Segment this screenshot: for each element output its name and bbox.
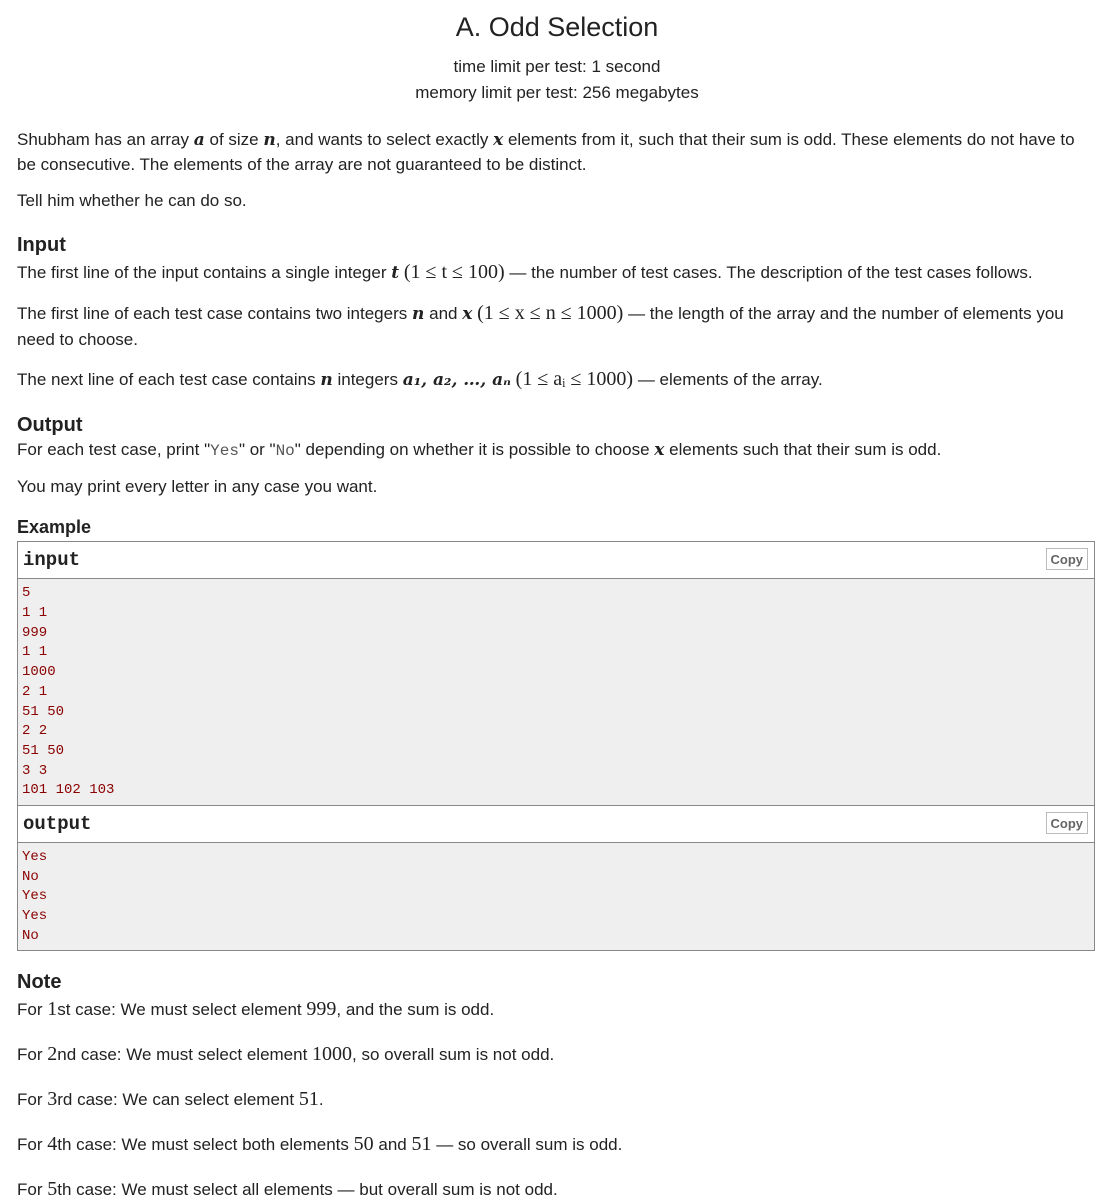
sample-tests (17, 515, 1097, 951)
output-header (18, 805, 1094, 843)
input-title: input (23, 549, 81, 572)
input-line: 51 50 (22, 742, 65, 759)
note-case-1: For 1st case: We must select element 999, and the sum is odd. (17, 998, 495, 1021)
input-line: 3 3 (22, 762, 48, 779)
math-var: x (493, 130, 504, 150)
note-case-4: For 4th case: We must select both elements 50 and 51 — so overall sum is odd. (17, 1133, 623, 1156)
math-number: 1000 (312, 1043, 353, 1066)
math-number: 51 (298, 1088, 319, 1111)
example-label: Example (17, 517, 92, 538)
math-number: 51 (411, 1133, 432, 1156)
output-paragraph-1: For each test case, print "Yes" or "No" depending on whether it is possible to choose x elements such that their sum is odd. (17, 439, 942, 460)
math-var: x (654, 439, 665, 460)
input-line: 2 1 (22, 683, 48, 700)
math-number: 50 (353, 1133, 374, 1156)
math-var: a (193, 130, 205, 150)
output-line: No (22, 868, 39, 885)
note-title: Note (17, 971, 62, 994)
output-paragraph-2: You may print every letter in any case you want. (17, 476, 378, 496)
output-line: Yes (22, 908, 48, 925)
output-line: No (22, 927, 39, 944)
problem-title: A. Odd Selection (455, 12, 659, 42)
input-header (18, 542, 1094, 579)
output-specification (17, 412, 1097, 500)
copy-output-button[interactable]: Copy (1046, 812, 1089, 834)
memory-limit: memory limit per test: 256 megabytes (415, 83, 699, 102)
math-number: 4 (47, 1133, 58, 1156)
math-number: 1 (47, 998, 58, 1021)
math-constraint: (1 ≤ x ≤ n ≤ 1000) (477, 301, 624, 324)
input-line: 2 2 (22, 723, 48, 740)
note-case-3: For 3rd case: We can select element 51. (17, 1088, 324, 1111)
math-sequence: a₁, a₂, …, aₙ (402, 369, 511, 390)
output-title: output (23, 812, 92, 835)
input-paragraph-1: The first line of the input contains a single integer t (1 ≤ t ≤ 100) — the number of test cases. The description of the test cases follows. (17, 260, 1033, 283)
math-var: n (320, 369, 333, 390)
input-line: 5 (22, 585, 31, 602)
output-section-title: Output (17, 413, 83, 436)
input-body[interactable] (18, 579, 1094, 805)
input-section-title: Input (17, 233, 66, 256)
input-line: 101 102 103 (22, 782, 115, 799)
math-var: n (412, 303, 425, 324)
note-section (17, 969, 1097, 1204)
math-constraint: (1 ≤ t ≤ 100) (403, 260, 505, 283)
input-paragraph-3: The next line of each test case contains n integers a₁, a₂, …, aₙ (1 ≤ aᵢ ≤ 1000) — elements of the array. (17, 367, 823, 390)
output-body[interactable] (18, 843, 1094, 950)
output-line: Yes (22, 848, 48, 865)
note-case-5: For 5th case: We must select all elements — but overall sum is not odd. (17, 1178, 558, 1201)
output-line: Yes (22, 888, 48, 905)
math-var: x (462, 303, 473, 324)
inline-code-yes: Yes (210, 441, 239, 460)
input-line: 51 50 (22, 703, 65, 720)
legend-paragraph-2: Tell him whether he can do so. (17, 191, 247, 211)
math-number: 999 (306, 998, 337, 1021)
legend (17, 128, 1097, 214)
math-number: 5 (47, 1178, 58, 1201)
note-case-2: For 2nd case: We must select element 1000, so overall sum is not odd. (17, 1043, 555, 1066)
math-var: n (263, 130, 276, 150)
legend-paragraph-1: Shubham has an array a of size n, and wants to select exactly x elements from it, such that their sum is odd. These elements do not have to be consecutive. The elements of the array are not guaranteed to be distinct. (17, 130, 1075, 174)
input-line: 999 (22, 624, 48, 641)
sample-box (17, 541, 1095, 951)
input-line: 1 1 (22, 605, 48, 622)
math-constraint: (1 ≤ aᵢ ≤ 1000) (515, 367, 634, 390)
input-line: 1000 (22, 664, 56, 681)
input-specification (17, 232, 1097, 394)
input-line: 1 1 (22, 644, 48, 661)
time-limit: time limit per test: 1 second (453, 57, 661, 76)
inline-code-no: No (275, 441, 295, 460)
math-var: t (391, 262, 400, 283)
math-number: 2 (47, 1043, 58, 1066)
input-paragraph-2: The first line of each test case contains two integers n and x (1 ≤ x ≤ n ≤ 1000) — the length of the array and the number of elements you need to choose. (17, 301, 1064, 349)
math-number: 3 (47, 1088, 58, 1111)
problem-header (17, 0, 1097, 106)
copy-input-button[interactable]: Copy (1046, 548, 1089, 570)
